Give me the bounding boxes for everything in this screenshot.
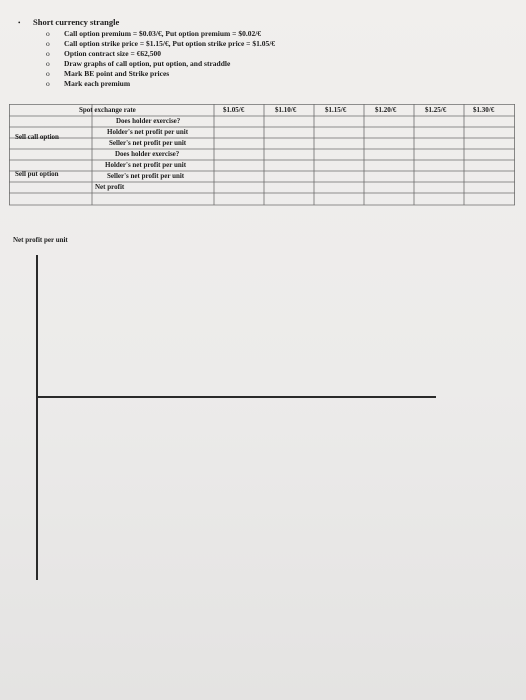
circle-bullet-icon: o [46, 79, 50, 88]
row-label-put-exercise: Does holder exercise? [115, 150, 180, 158]
spot-price-1-25: $1.25/€ [425, 106, 447, 114]
spot-price-1-10: $1.10/€ [275, 106, 297, 114]
bullet-icon: • [18, 19, 21, 27]
spot-price-1-05: $1.05/€ [223, 106, 245, 114]
worksheet-page: • Short currency strangle o Call option premium = $0.03/€, Put option premium = $0.02/€ o Call option strike price = $1.15/€, Put option strike price = $1.05/€ o Option contract size = €62,500 o Draw graphs of call option, put option, and straddle o Mark BE point and Strike prices o Mark each premium Sell call option Sell put option Spot exchange rate Does holder exercise? Holder's net profit per unit Seller's net profit per unit Does holder exercise? Holder's net profit per unit Seller's net profit per unit Net profit $1.05/€ $1.10/€ $1.15/€ $1.20/€ $1.25/€ $1.30/€ Net profit per unit [0, 0, 526, 700]
section-title: Short currency strangle [33, 17, 120, 27]
strangle-table [9, 104, 515, 206]
row-label-call-holder-profit: Holder's net profit per unit [107, 128, 189, 136]
table-grid-lines [9, 104, 515, 206]
graph-y-axis-label: Net profit per unit [13, 236, 68, 244]
spot-price-1-15: $1.15/€ [325, 106, 347, 114]
row-label-spot-rate: Spot exchange rate [79, 106, 136, 114]
circle-bullet-icon: o [46, 59, 50, 68]
graph-y-axis [36, 255, 38, 580]
circle-bullet-icon: o [46, 29, 50, 38]
circle-bullet-icon: o [46, 39, 50, 48]
row-label-put-seller-profit: Seller's net profit per unit [107, 172, 185, 180]
row-header-sell-put: Sell put option [15, 170, 59, 178]
row-label-net-profit: Net profit [95, 183, 125, 191]
spot-price-1-20: $1.20/€ [375, 106, 397, 114]
row-label-put-holder-profit: Holder's net profit per unit [105, 161, 187, 169]
row-label-call-seller-profit: Seller's net profit per unit [109, 139, 187, 147]
row-header-sell-call: Sell call option [15, 133, 59, 141]
spot-price-1-30: $1.30/€ [473, 106, 495, 114]
circle-bullet-icon: o [46, 49, 50, 58]
graph-x-axis [36, 396, 436, 398]
row-label-call-exercise: Does holder exercise? [116, 117, 181, 125]
circle-bullet-icon: o [46, 69, 50, 78]
